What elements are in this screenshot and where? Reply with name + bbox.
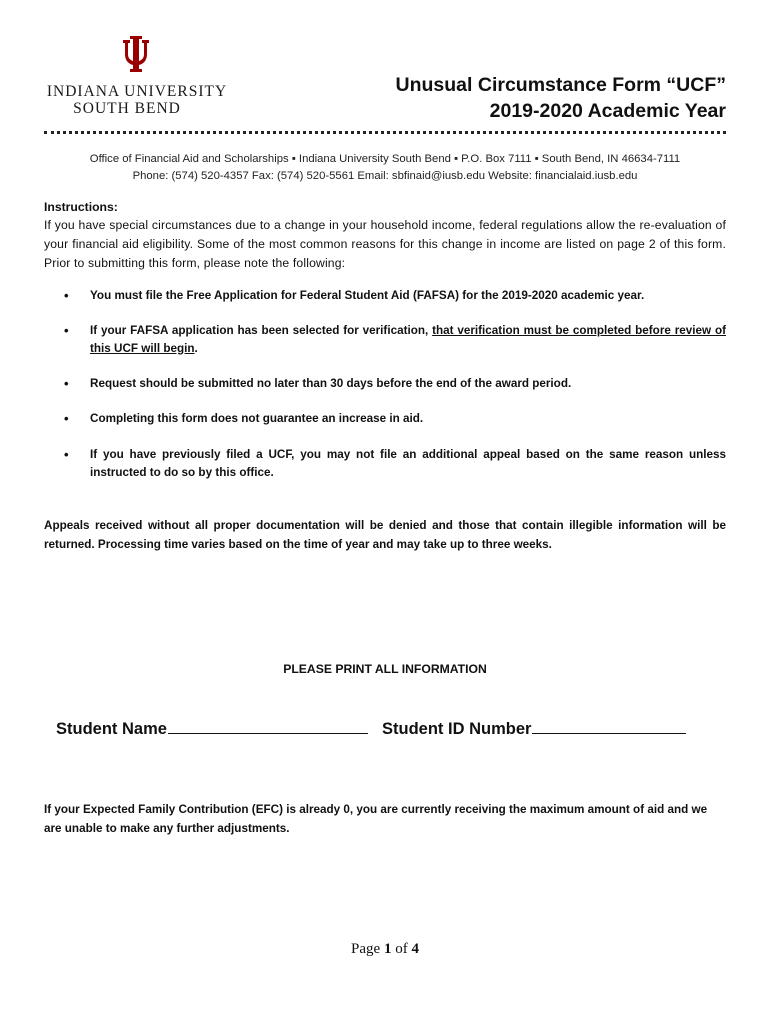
- instructions-heading: Instructions:: [44, 200, 118, 214]
- logo-wordmark-line2: SOUTH BEND: [73, 100, 181, 117]
- instructions-body: If you have special circumstances due to a change in your household income, federal regulations allow the re-evaluation of your financial aid eligibility. Some of the most common reasons for this change in income are listed on page 2 of this form. Prior to submitting this form, please note the following:: [44, 218, 726, 270]
- iu-trident-icon: [121, 36, 151, 72]
- appeals-notice: Appeals received without all proper documentation will be denied and those that contain illegible information will be returned. Processing time varies based on the time of year and may take up to three weeks.: [44, 519, 726, 551]
- list-item-text: Request should be submitted no later than 30 days before the end of the award period.: [90, 377, 572, 390]
- list-item-text: If your FAFSA application has been selected for verification, that verification must be completed before review of this UCF will begin.: [90, 324, 726, 355]
- form-title-line2: 2019-2020 Academic Year: [489, 100, 726, 122]
- student-id-line[interactable]: [532, 717, 686, 734]
- office-phone-email: Phone: (574) 520-4357 Fax: (574) 520-5561 Email: sbfinaid@iusb.edu Website: financialaid.iusb.edu: [132, 170, 638, 182]
- office-contact: [44, 151, 726, 185]
- student-name-line[interactable]: [168, 717, 368, 734]
- list-item-text: If you have previously filed a UCF, you may not file an additional appeal based on the same reason unless instructed to do so by this office.: [90, 448, 726, 479]
- bullet-icon: •: [64, 411, 69, 426]
- form-title: [396, 72, 726, 124]
- form-title-line1: Unusual Circumstance Form “UCF”: [395, 74, 726, 96]
- office-address: Office of Financial Aid and Scholarships ▪ Indiana University South Bend ▪ P.O. Box 7111 ▪ South Bend, IN 46634-7111: [89, 153, 681, 165]
- logo-wordmark-line1: INDIANA UNIVERSITY: [46, 83, 228, 100]
- list-item-text: You must file the Free Application for Federal Student Aid (FAFSA) for the 2019-2020 academic year.: [90, 289, 645, 302]
- efc-notice: If your Expected Family Contribution (EFC) is already 0, you are currently receiving the maximum amount of aid and we are unable to make any further adjustments.: [44, 803, 708, 835]
- header-divider: [44, 131, 726, 134]
- print-notice: PLEASE PRINT ALL INFORMATION: [283, 662, 487, 676]
- bullet-icon: •: [64, 288, 69, 303]
- list-item-text: Completing this form does not guarantee an increase in aid.: [90, 412, 424, 425]
- total-pages: 4: [411, 941, 419, 957]
- student-id-field[interactable]: [382, 717, 686, 739]
- student-name-label: Student Name: [56, 720, 167, 738]
- bullet-icon: •: [64, 447, 69, 462]
- bullet-icon: •: [64, 376, 69, 391]
- student-name-field[interactable]: [56, 717, 368, 739]
- student-id-label: Student ID Number: [382, 720, 532, 738]
- page-number: Page 1 of 4: [351, 941, 419, 957]
- underlined-requirement: that verification must be completed before review of this UCF will begin: [90, 324, 726, 355]
- current-page: 1: [383, 941, 392, 957]
- bullet-icon: •: [64, 323, 69, 338]
